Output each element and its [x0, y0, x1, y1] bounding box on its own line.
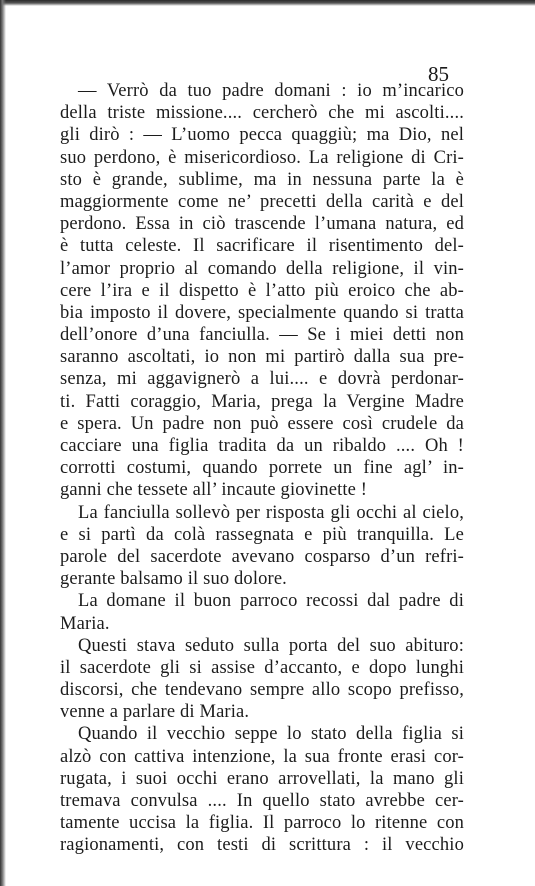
text-line: l’amor proprio al comando della religione, il vin-	[60, 258, 464, 279]
text-line: della triste missione.... cercherò che mi ascolti....	[60, 103, 464, 124]
text-line: perdono. Essa in ciò trascende l’umana natura, ed	[60, 214, 464, 235]
text-line: gli dirò : — L’uomo pecca quaggiù; ma Dio, nel	[60, 125, 464, 146]
page-binding-edge	[0, 0, 6, 886]
text-line: ti. Fatti coraggio, Maria, prega la Vergine Madre	[60, 391, 464, 412]
text-line: è tutta celeste. Il sacrificare il risentimento del-	[60, 236, 464, 257]
text-line: rugata, i suoi occhi erano arrovellati, la mano gli	[60, 768, 464, 789]
text-line: Quando il vecchio seppe lo stato della figlia si	[78, 724, 464, 745]
text-line: e si partì da colà rassegnata e più tranquilla. Le	[60, 524, 464, 545]
text-line: cacciare una figlia tradita da un ribaldo .... Oh !	[60, 436, 464, 456]
text-line: parole del sacerdote avevano cosparso d’un refri-	[60, 546, 464, 567]
text-line: ragionamenti, con testi di scrittura : il vecchio	[60, 835, 464, 856]
text-line: ganni che tessete all’ incaute giovinette !	[60, 480, 368, 501]
text-line: La domane il buon parroco recossi dal padre di	[78, 591, 464, 612]
body-text	[60, 80, 464, 857]
text-line: maggiormente come ne’ precetti della carità e del	[60, 191, 464, 212]
page-top-edge	[0, 0, 535, 6]
text-line: sto è grande, sublime, ma in nessuna parte la è	[60, 169, 464, 190]
text-line: tamente uccisa la figlia. Il parroco lo ritenne con	[60, 813, 464, 834]
text-line: discorsi, che tendevano sempre allo scopo prefisso,	[60, 680, 464, 701]
text-line: senza, mi aggavignerò a lui.... e dovrà perdonar-	[60, 369, 464, 390]
text-line: — Verrò da tuo padre domani : io m’incarico	[78, 81, 464, 101]
page-number: 85	[428, 62, 449, 86]
text-line: tremava convulsa .... In quello stato avrebbe cer-	[60, 791, 464, 811]
text-line: corrotti costumi, quando porrete un fine agl’ in-	[60, 458, 464, 479]
text-line: dell’onore d’una fanciulla. — Se i miei detti non	[60, 325, 464, 346]
text-line: Questi stava seduto sulla porta del suo abituro:	[78, 635, 464, 656]
text-line: alzò con cattiva intenzione, la sua fronte erasi cor-	[60, 746, 464, 767]
text-line: bia imposto il dovere, specialmente quando si tratta	[60, 302, 464, 323]
text-line: venne a parlare di Maria.	[60, 702, 250, 723]
text-line: La fanciulla sollevò per risposta gli occhi al cielo,	[78, 502, 464, 523]
text-line: e spera. Un padre non può essere così crudele da	[60, 413, 464, 434]
text-line: suo perdono, è misericordioso. La religione di Cri-	[60, 147, 464, 168]
text-line: il sacerdote gli si assise d’accanto, e dopo lunghi	[60, 657, 464, 678]
text-line: cere l’ira e il dispetto è l’atto più eroico che ab-	[60, 280, 464, 301]
text-line: gerante balsamo il suo dolore.	[60, 569, 287, 590]
text-line: Maria.	[60, 613, 110, 634]
text-line: saranno ascoltati, io non mi partirò dalla sua pre-	[60, 347, 464, 368]
